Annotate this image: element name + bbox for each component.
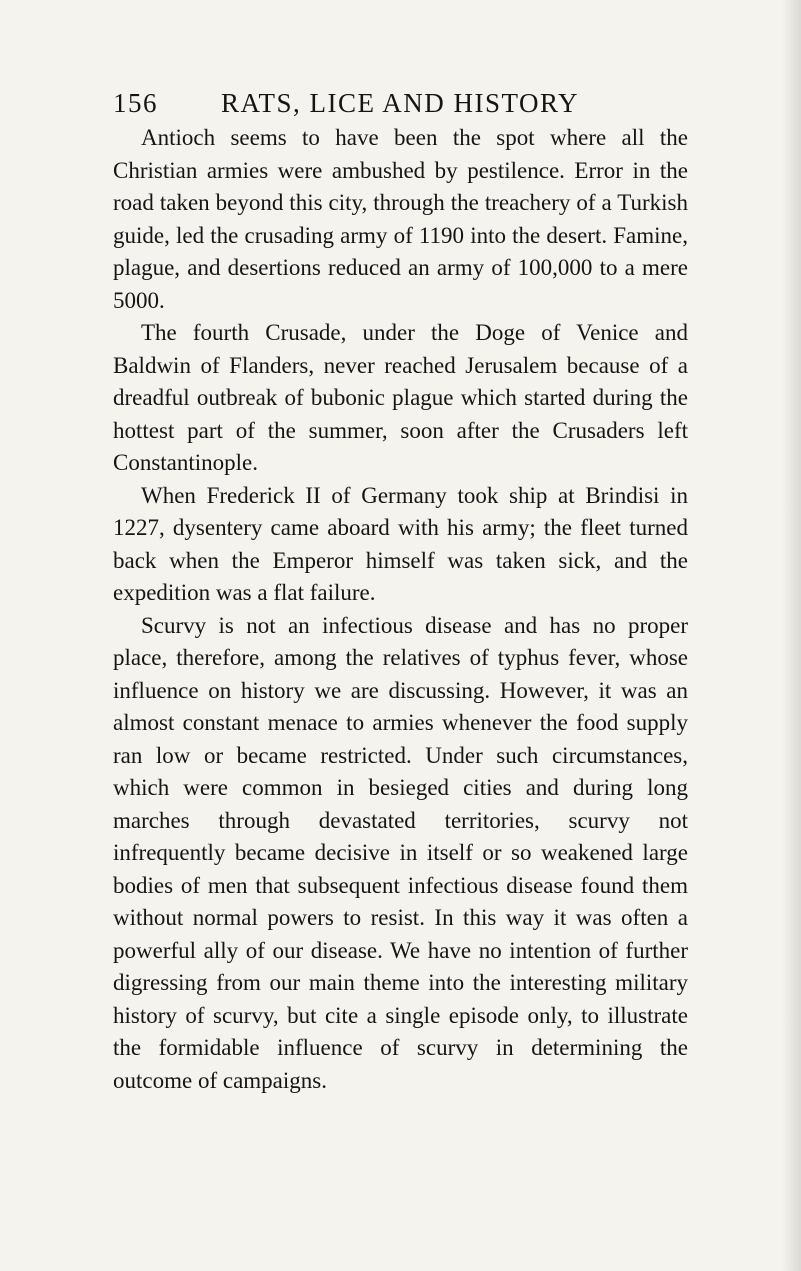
paragraph-frederick: When Frederick II of Germany took ship at Brindisi in 1227, dysentery came aboard with his army; the fleet turned back when the Emperor himself was taken sick, and the expedition was a flat failure.	[113, 482, 688, 605]
paragraph-fourth-crusade: The fourth Crusade, under the Doge of Venice and Baldwin of Flanders, never reached Jerusalem because of a dreadful outbreak of bubonic plague which started during the hottest part of the summer, soon after the Crusaders left Constantinople.	[113, 320, 688, 475]
running-head: RATS, LICE AND HISTORY	[221, 88, 580, 118]
page-number: 156	[113, 88, 158, 118]
page-edge-shadow	[781, 0, 801, 1271]
paragraph-antioch: Antioch seems to have been the spot where all the Christian armies were ambushed by pestilence. Error in the road taken beyond this city, through the treachery of a Turkish guide, led the crusading army of 1190 into the desert. Famine, plague, and desertions reduced an army of 100,000 to a mere 5000.	[113, 125, 688, 313]
body-text	[113, 122, 688, 1097]
paragraph-scurvy: Scurvy is not an infectious disease and has no proper place, therefore, among the relatives of typhus fever, whose influence on history we are discussing. However, it was an almost constant menace to armies whenever the food supply ran low or became restricted. Under such circumstances, which were common in besieged cities and during long marches through devastated territories, scurvy not infrequently became decisive in itself or so weakened large bodies of men that subsequent infectious disease found them without normal powers to resist. In this way it was often a powerful ally of our disease. We have no intention of further digressing from our main theme into the interesting military history of scurvy, but cite a single episode only, to illustrate the formidable influence of scurvy in determining the outcome of campaigns.	[113, 612, 688, 1093]
